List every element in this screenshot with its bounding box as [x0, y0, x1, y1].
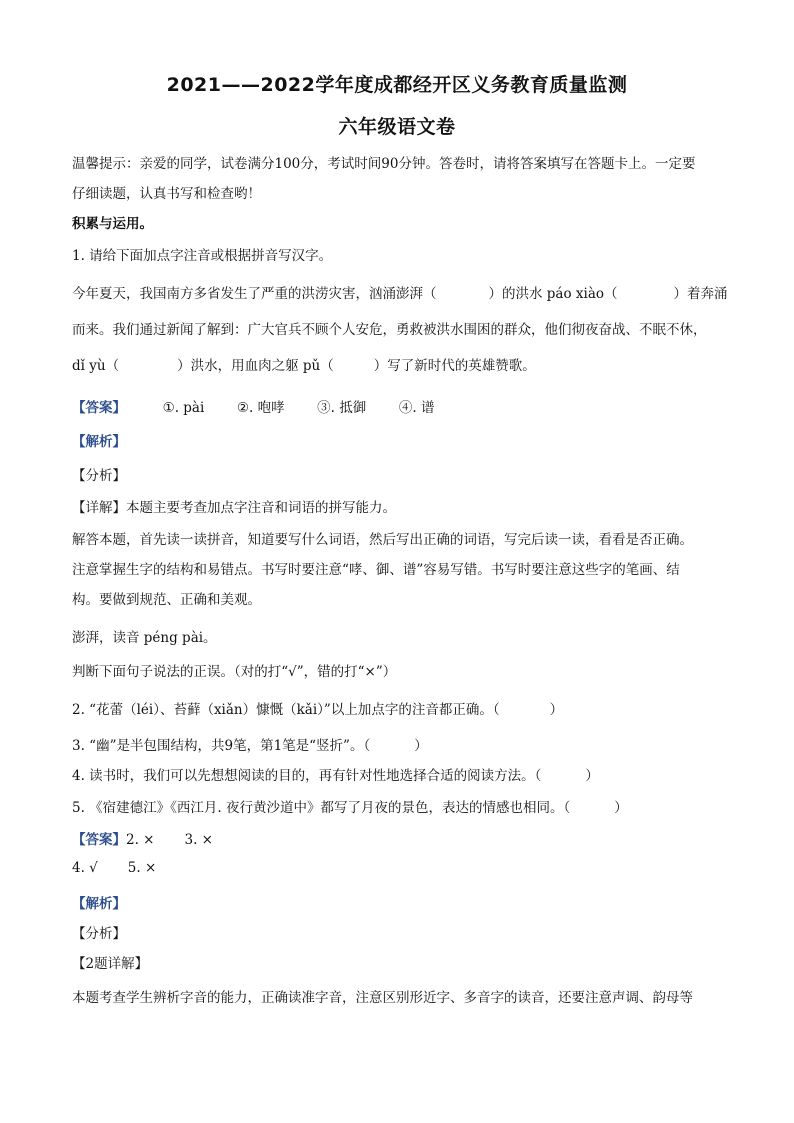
tip-line-2: 仔细读题，认真书写和检查哟！ [72, 186, 261, 202]
section-heading: 积累与运用。 [72, 216, 153, 232]
question-2 [72, 698, 563, 718]
answer-item: ③. 抵御 [317, 400, 367, 416]
explain-line-2: 注意掌握生字的结构和易错点。书写时要注意“哮、御、谱”容易写错。书写时要注意这些字的笔画、结 [72, 562, 680, 578]
question-1-text-line-3 [72, 354, 536, 374]
q1-text-part: ）写了新时代的英雄赞歌。 [373, 358, 536, 374]
answer-row-2 [72, 828, 213, 848]
question-2-text: 2. “花蕾（léi）、苔藓（xiǎn）慷慨（kǎi）”以上加点字的注音都正确。（ [72, 702, 500, 718]
answer-label: 【答案】 [72, 832, 126, 848]
analysis-label: 【解析】 [72, 434, 126, 450]
answer-item: 4. √ [72, 860, 98, 876]
answer-item: 5. × [127, 860, 157, 876]
document-subtitle: 六年级语文卷 [338, 116, 456, 138]
explain-line-3: 构。要做到规范、正确和美观。 [72, 592, 261, 608]
question-4-text: 4. 读书时，我们可以先想想阅读的目的，再有针对性地选择合适的阅读方法。（ [72, 768, 542, 784]
detail-label: 【详解】 [72, 500, 126, 516]
q1-text-part: dǐ yù（ [72, 358, 120, 374]
answer-item: ④. 谱 [398, 400, 435, 416]
answer-item: 2. × [126, 832, 155, 848]
detail-line [72, 496, 396, 516]
pengpai-line: 澎湃，读音 péng pài。 [72, 630, 217, 646]
close-paren: ） [614, 800, 628, 816]
fenxi-label: 【分析】 [72, 468, 126, 484]
q1-text-part: ）着奔涌 [673, 286, 728, 302]
question-1-prompt: 1. 请给下面加点字注音或根据拼音写汉字。 [72, 248, 333, 264]
analysis-label: 【解析】 [72, 896, 126, 912]
judge-prompt: 判断下面句子说法的正误。（对的打“√”，错的打“×”） [72, 664, 397, 680]
answer-label: 【答案】 [72, 400, 126, 416]
tip-line-1: 温馨提示：亲爱的同学，试卷满分100分，考试时间90分钟。答卷时，请将答案填写在答题卡上。一定要 [72, 156, 696, 172]
question-4 [72, 764, 599, 784]
fenxi-label: 【分析】 [72, 926, 126, 942]
q1-text-part: ）的洪水 páo xiào（ [488, 286, 618, 302]
answer-item: ①. pài [162, 400, 205, 416]
answer-item: ②. 咆哮 [236, 400, 285, 416]
q1-text-part: ）洪水，用血肉之躯 pǔ（ [177, 358, 334, 374]
answer-item: 3. × [184, 832, 213, 848]
detail-text: 本题主要考查加点字注音和词语的拼写能力。 [126, 500, 396, 516]
close-paren: ） [414, 738, 428, 754]
close-paren: ） [549, 702, 564, 718]
question-1-text-line-1 [72, 282, 728, 302]
q1-text-part: 今年夏天，我国南方多省发生了严重的洪涝灾害，汹涌澎湃（ [72, 286, 437, 302]
q2-detail-label: 【2题详解】 [72, 956, 149, 972]
question-1-text-line-2: 而来。我们通过新闻了解到：广大官兵不顾个人安危，勇救被洪水围困的群众，他们彻夜奋战、不眠不休， [72, 322, 707, 338]
explain-line-1: 解答本题，首先读一读拼音，知道要写什么词语，然后写出正确的词语，写完后读一读，看看是否正确。 [72, 532, 693, 548]
question-5-text: 5. 《宿建德江》《西江月. 夜行黄沙道中》都写了月夜的景色，表达的情感也相同。（ [72, 800, 571, 816]
close-paren: ） [585, 768, 599, 784]
question-5 [72, 796, 628, 816]
last-line: 本题考查学生辨析字音的能力，正确读准字音，注意区别形近字、多音字的读音，还要注意声调、韵母等 [72, 990, 693, 1006]
answer-row-1 [72, 396, 434, 416]
question-3-text: 3. “幽”是半包围结构，共9笔，第1笔是“竖折”。（ [72, 738, 371, 754]
question-3 [72, 734, 428, 754]
document-title: 2021——2022学年度成都经开区义务教育质量监测 [166, 74, 628, 96]
answer-row-3 [72, 860, 156, 876]
